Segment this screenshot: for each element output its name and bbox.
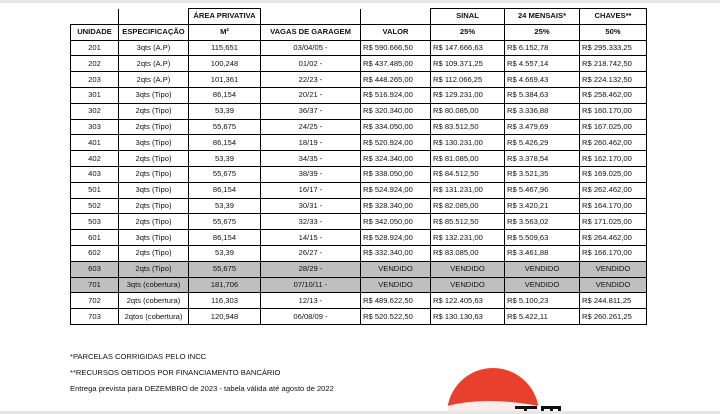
cell-chaves: R$ 295.333,25 <box>580 40 647 56</box>
cell-vagas: 16/17 - <box>261 182 361 198</box>
cell-mensais: R$ 3.479,69 <box>505 119 580 135</box>
logo-graphic <box>445 366 595 414</box>
cell-especificacao: 3qts (Tipo) <box>119 230 189 246</box>
header-blank <box>261 9 361 25</box>
cell-area: 53,39 <box>189 151 261 167</box>
header-blank <box>119 9 189 25</box>
cell-mensais: R$ 3.521,35 <box>505 166 580 182</box>
cell-sinal: R$ 85.512,50 <box>431 214 505 230</box>
cell-sinal: R$ 129.231,00 <box>431 87 505 103</box>
header-area: ÁREA PRIVATIVA <box>189 9 261 25</box>
cell-area: 55,675 <box>189 166 261 182</box>
table-row <box>71 261 647 277</box>
cell-area: 86,154 <box>189 230 261 246</box>
cell-mensais: R$ 4.669,43 <box>505 72 580 88</box>
cell-mensais: R$ 5.426,29 <box>505 135 580 151</box>
cell-vagas: 32/33 - <box>261 214 361 230</box>
cell-especificacao: 3qts (Tipo) <box>119 182 189 198</box>
cell-vagas: 06/08/09 - <box>261 309 361 325</box>
cell-area: 100,248 <box>189 56 261 72</box>
cell-mensais: R$ 6.152,78 <box>505 40 580 56</box>
cell-vagas: 38/39 - <box>261 166 361 182</box>
cell-unidade: 203 <box>71 72 119 88</box>
cell-mensais: R$ 5.422,11 <box>505 309 580 325</box>
cell-sinal: VENDIDO <box>431 261 505 277</box>
cell-mensais: VENDIDO <box>505 277 580 293</box>
header-row-bottom <box>71 24 647 40</box>
cell-chaves: R$ 171.025,00 <box>580 214 647 230</box>
cell-unidade: 602 <box>71 245 119 261</box>
header-especificacao: ESPECIFICAÇÃO <box>119 24 189 40</box>
cell-mensais: R$ 3.461,88 <box>505 245 580 261</box>
table-row <box>71 56 647 72</box>
cell-valor: R$ 528.924,00 <box>361 230 431 246</box>
table-body <box>71 40 647 324</box>
cell-area: 55,675 <box>189 214 261 230</box>
cell-mensais: R$ 3.420,21 <box>505 198 580 214</box>
cell-unidade: 401 <box>71 135 119 151</box>
cell-chaves: R$ 166.170,00 <box>580 245 647 261</box>
cell-sinal: R$ 109.371,25 <box>431 56 505 72</box>
cell-unidade: 402 <box>71 151 119 167</box>
cell-area: 120,948 <box>189 309 261 325</box>
cell-unidade: 303 <box>71 119 119 135</box>
cell-valor: R$ 524.924,00 <box>361 182 431 198</box>
cell-especificacao: 2qts (Tipo) <box>119 245 189 261</box>
cell-chaves: R$ 260.462,00 <box>580 135 647 151</box>
cell-chaves: R$ 258.462,00 <box>580 87 647 103</box>
cell-especificacao: 3qts (Tipo) <box>119 135 189 151</box>
table-row <box>71 87 647 103</box>
cell-sinal: R$ 82.085,00 <box>431 198 505 214</box>
cell-area: 115,651 <box>189 40 261 56</box>
cell-area: 53,39 <box>189 245 261 261</box>
cell-area: 181,706 <box>189 277 261 293</box>
cell-mensais: VENDIDO <box>505 261 580 277</box>
cell-vagas: 24/25 - <box>261 119 361 135</box>
cell-unidade: 403 <box>71 166 119 182</box>
cell-especificacao: 2qts (Tipo) <box>119 103 189 119</box>
table-row <box>71 72 647 88</box>
cell-valor: R$ 448.265,00 <box>361 72 431 88</box>
cell-valor: R$ 516.924,00 <box>361 87 431 103</box>
cell-sinal: R$ 83.512,50 <box>431 119 505 135</box>
header-valor: VALOR <box>361 24 431 40</box>
cell-area: 55,675 <box>189 119 261 135</box>
header-row-top <box>71 9 647 25</box>
cell-sinal: VENDIDO <box>431 277 505 293</box>
cell-sinal: R$ 83.085,00 <box>431 245 505 261</box>
cell-unidade: 502 <box>71 198 119 214</box>
company-logo <box>445 366 595 414</box>
header-mensais: 24 MENSAIS* <box>505 9 580 25</box>
cell-especificacao: 2qts (Tipo) <box>119 119 189 135</box>
cell-especificacao: 2qts (cobertura) <box>119 293 189 309</box>
cell-chaves: R$ 162.170,00 <box>580 151 647 167</box>
table-row <box>71 182 647 198</box>
cell-unidade: 501 <box>71 182 119 198</box>
header-blank <box>71 9 119 25</box>
header-sinal-pct: 25% <box>431 24 505 40</box>
page-top-edge <box>0 0 720 3</box>
cell-chaves: R$ 244.811,25 <box>580 293 647 309</box>
cell-mensais: R$ 5.509,63 <box>505 230 580 246</box>
table-row <box>71 245 647 261</box>
cell-vagas: 12/13 - <box>261 293 361 309</box>
cell-valor: R$ 489.622,50 <box>361 293 431 309</box>
table-row <box>71 166 647 182</box>
cell-unidade: 702 <box>71 293 119 309</box>
cell-vagas: 20/21 - <box>261 87 361 103</box>
cell-especificacao: 3qts (A.P) <box>119 40 189 56</box>
cell-chaves: R$ 169.025,00 <box>580 166 647 182</box>
table-row <box>71 293 647 309</box>
cell-vagas: 26/27 - <box>261 245 361 261</box>
cell-valor: R$ 520.522,50 <box>361 309 431 325</box>
cell-unidade: 703 <box>71 309 119 325</box>
cell-mensais: R$ 5.384,63 <box>505 87 580 103</box>
cell-chaves: R$ 262.462,00 <box>580 182 647 198</box>
table-row <box>71 135 647 151</box>
cell-especificacao: 2qts (Tipo) <box>119 198 189 214</box>
cell-unidade: 701 <box>71 277 119 293</box>
cell-chaves: VENDIDO <box>580 261 647 277</box>
cell-sinal: R$ 130.231,00 <box>431 135 505 151</box>
cell-especificacao: 2qtos (cobertura) <box>119 309 189 325</box>
cell-mensais: R$ 5.467,96 <box>505 182 580 198</box>
cell-vagas: 22/23 - <box>261 72 361 88</box>
cell-valor: R$ 437.485,00 <box>361 56 431 72</box>
cell-mensais: R$ 4.557,14 <box>505 56 580 72</box>
cell-especificacao: 2qts (Tipo) <box>119 166 189 182</box>
footnotes <box>70 349 334 397</box>
cell-especificacao: 2qts (Tipo) <box>119 151 189 167</box>
cell-unidade: 201 <box>71 40 119 56</box>
cell-vagas: 34/35 - <box>261 151 361 167</box>
cell-area: 55,675 <box>189 261 261 277</box>
table-row <box>71 103 647 119</box>
cell-mensais: R$ 3.378,54 <box>505 151 580 167</box>
footnote-financiamento: **RECURSOS OBTIDOS POR FINANCIAMENTO BANCÁRIO <box>70 368 281 377</box>
header-blank <box>361 9 431 25</box>
cell-especificacao: 3qts (cobertura) <box>119 277 189 293</box>
cell-area: 101,361 <box>189 72 261 88</box>
cell-unidade: 603 <box>71 261 119 277</box>
cell-chaves: R$ 218.742,50 <box>580 56 647 72</box>
header-chaves: CHAVES** <box>580 9 647 25</box>
cell-chaves: R$ 160.170,00 <box>580 103 647 119</box>
cell-unidade: 202 <box>71 56 119 72</box>
cell-valor: VENDIDO <box>361 277 431 293</box>
cell-sinal: R$ 131.231,00 <box>431 182 505 198</box>
footnote-entrega: Entrega prevista para DEZEMBRO de 2023 - tabela válida até agosto de 2022 <box>70 384 334 393</box>
table-row <box>71 198 647 214</box>
cell-vagas: 14/15 - <box>261 230 361 246</box>
cell-valor: R$ 324.340,00 <box>361 151 431 167</box>
cell-vagas: 01/02 - <box>261 56 361 72</box>
cell-area: 86,154 <box>189 135 261 151</box>
table-row <box>71 40 647 56</box>
cell-sinal: R$ 130.130,63 <box>431 309 505 325</box>
cell-especificacao: 2qts (Tipo) <box>119 214 189 230</box>
cell-valor: R$ 334.050,00 <box>361 119 431 135</box>
cell-area: 53,39 <box>189 198 261 214</box>
cell-sinal: R$ 132.231,00 <box>431 230 505 246</box>
cell-vagas: 28/29 - <box>261 261 361 277</box>
footnote-incc: *PARCELAS CORRIGIDAS PELO INCC <box>70 352 207 361</box>
cell-vagas: 03/04/05 - <box>261 40 361 56</box>
header-chaves-pct: 50% <box>580 24 647 40</box>
cell-chaves: R$ 167.025,00 <box>580 119 647 135</box>
cell-valor: R$ 338.050,00 <box>361 166 431 182</box>
cell-valor: R$ 590.666,50 <box>361 40 431 56</box>
cell-mensais: R$ 3.336,88 <box>505 103 580 119</box>
cell-valor: R$ 320.340,00 <box>361 103 431 119</box>
cell-chaves: R$ 164.170,00 <box>580 198 647 214</box>
header-unidade: UNIDADE <box>71 24 119 40</box>
cell-valor: R$ 342.050,00 <box>361 214 431 230</box>
cell-sinal: R$ 80.085,00 <box>431 103 505 119</box>
cell-vagas: 07/10/11 - <box>261 277 361 293</box>
header-mensais-pct: 25% <box>505 24 580 40</box>
cell-valor: VENDIDO <box>361 261 431 277</box>
cell-sinal: R$ 81.085,00 <box>431 151 505 167</box>
cell-chaves: R$ 260.261,25 <box>580 309 647 325</box>
cell-sinal: R$ 112.066,25 <box>431 72 505 88</box>
cell-valor: R$ 520.924,00 <box>361 135 431 151</box>
cell-area: 116,303 <box>189 293 261 309</box>
cell-unidade: 301 <box>71 87 119 103</box>
cell-sinal: R$ 122.405,63 <box>431 293 505 309</box>
cell-especificacao: 3qts (Tipo) <box>119 87 189 103</box>
price-table <box>70 8 647 325</box>
cell-area: 53,39 <box>189 103 261 119</box>
cell-especificacao: 2qts (Tipo) <box>119 261 189 277</box>
cell-sinal: R$ 84.512,50 <box>431 166 505 182</box>
table-row <box>71 151 647 167</box>
cell-chaves: R$ 224.132,50 <box>580 72 647 88</box>
cell-sinal: R$ 147.666,63 <box>431 40 505 56</box>
table-row <box>71 119 647 135</box>
cell-area: 86,154 <box>189 87 261 103</box>
cell-mensais: R$ 5.100,23 <box>505 293 580 309</box>
cell-unidade: 302 <box>71 103 119 119</box>
table-row <box>71 214 647 230</box>
table-row <box>71 277 647 293</box>
header-sinal: SINAL <box>431 9 505 25</box>
cell-especificacao: 2qts (A.P) <box>119 56 189 72</box>
cell-unidade: 503 <box>71 214 119 230</box>
cell-unidade: 601 <box>71 230 119 246</box>
table-row <box>71 309 647 325</box>
header-m2: M² <box>189 24 261 40</box>
header-vagas: VAGAS DE GARAGEM <box>261 24 361 40</box>
cell-chaves: R$ 264.462,00 <box>580 230 647 246</box>
table-row <box>71 230 647 246</box>
cell-mensais: R$ 3.563,02 <box>505 214 580 230</box>
cell-especificacao: 2qts (A.P) <box>119 72 189 88</box>
cell-valor: R$ 328.340,00 <box>361 198 431 214</box>
cell-chaves: VENDIDO <box>580 277 647 293</box>
cell-vagas: 36/37 - <box>261 103 361 119</box>
cell-area: 86,154 <box>189 182 261 198</box>
cell-vagas: 30/31 - <box>261 198 361 214</box>
cell-vagas: 18/19 - <box>261 135 361 151</box>
cell-valor: R$ 332.340,00 <box>361 245 431 261</box>
